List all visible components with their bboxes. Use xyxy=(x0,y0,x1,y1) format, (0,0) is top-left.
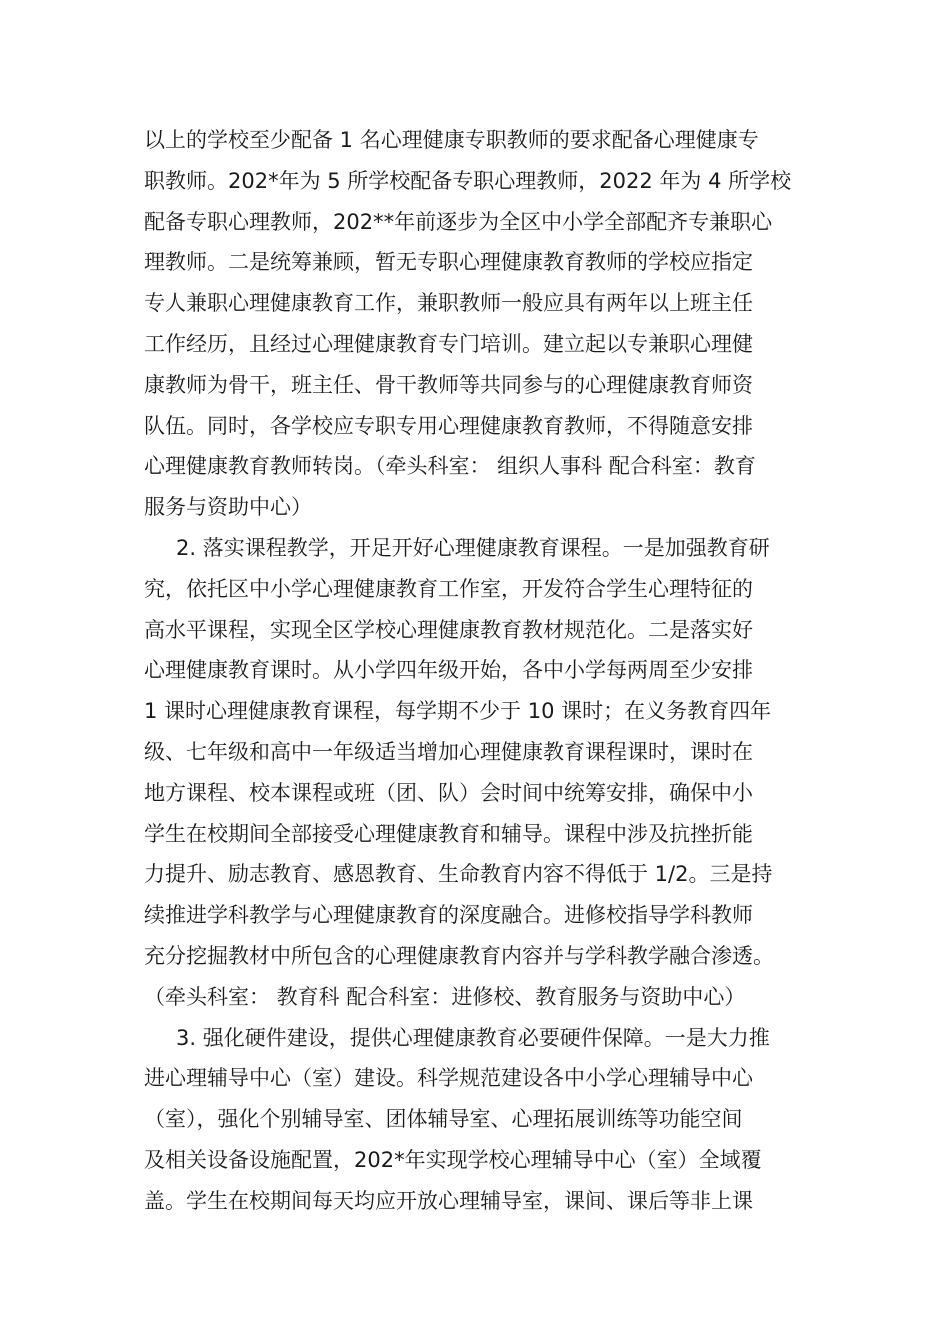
text-line: 队伍。同时，各学校应专职专用心理健康教育教师，不得随意安排 xyxy=(144,413,753,438)
text-line: 康教师为骨干，班主任、骨干教师等共同参与的心理健康教育师资 xyxy=(144,372,753,397)
text-line: 工作经历，且经过心理健康教育专门培训。建立起以专兼职心理健 xyxy=(144,331,753,356)
text-line: 以上的学校至少配备 1 名心理健康专职教师的要求配备心理健康专 xyxy=(144,128,759,152)
text-line: 进心理辅导中心（室）建设。科学规范建设各中小学心理辅导中心 xyxy=(144,1066,753,1091)
paragraph-heading-2: 2. 落实课程教学，开足开好心理健康教育课程。一是加强教育研 xyxy=(176,535,770,560)
text-line: 力提升、励志教育、感恩教育、生命教育内容不得低于 1/2。三是持 xyxy=(144,862,773,887)
text-line: 究，依托区中小学心理健康教育工作室，开发符合学生心理特征的 xyxy=(144,576,753,601)
text-line: 心理健康教育课时。从小学四年级开始，各中小学每两周至少安排 xyxy=(144,658,753,683)
text-line: 配备专职心理教师，202**年前逐步为全区中小学全部配齐专兼职心 xyxy=(144,209,773,234)
text-line: 专人兼职心理健康教育工作，兼职教师一般应具有两年以上班主任 xyxy=(144,291,753,316)
text-line: 心理健康教育教师转岗。（牵头科室： 组织人事科 配合科室：教育 xyxy=(144,454,756,479)
text-line: 及相关设备设施配置，202*年实现学校心理辅导中心（室）全域覆 xyxy=(144,1147,762,1172)
text-line: 学生在校期间全部接受心理健康教育和辅导。课程中涉及抗挫折能 xyxy=(144,821,753,846)
body-text xyxy=(144,120,824,1222)
text-line: 理教师。二是统筹兼顾，暂无专职心理健康教育教师的学校应指定 xyxy=(144,250,753,275)
text-line: （牵头科室： 教育科 配合科室：进修校、教育服务与资助中心） xyxy=(144,984,746,1009)
paragraph-heading-3: 3. 强化硬件建设，提供心理健康教育必要硬件保障。一是大力推 xyxy=(176,1025,770,1050)
text-line: 1 课时心理健康教育课程，每学期不少于 10 课时；在义务教育四年 xyxy=(144,699,772,724)
text-line: 地方课程、校本课程或班（团、队）会时间中统筹安排，确保中小 xyxy=(144,780,753,805)
text-line: 充分挖掘教材中所包含的心理健康教育内容并与学科教学融合渗透。 xyxy=(144,943,774,968)
text-line: 职教师。202*年为 5 所学校配备专职心理教师，2022 年为 4 所学校 xyxy=(144,168,792,193)
text-line: 盖。学生在校期间每天均应开放心理辅导室，课间、课后等非上课 xyxy=(144,1188,753,1213)
text-line: 续推进学科教学与心理健康教育的深度融合。进修校指导学科教师 xyxy=(144,903,753,928)
text-line: 服务与资助中心） xyxy=(144,495,312,520)
text-line: 级、七年级和高中一年级适当增加心理健康教育课程课时，课时在 xyxy=(144,739,753,764)
text-line: （室），强化个别辅导室、团体辅导室、心理拓展训练等功能空间 xyxy=(144,1107,743,1132)
text-line: 高水平课程，实现全区学校心理健康教育教材规范化。二是落实好 xyxy=(144,617,753,642)
